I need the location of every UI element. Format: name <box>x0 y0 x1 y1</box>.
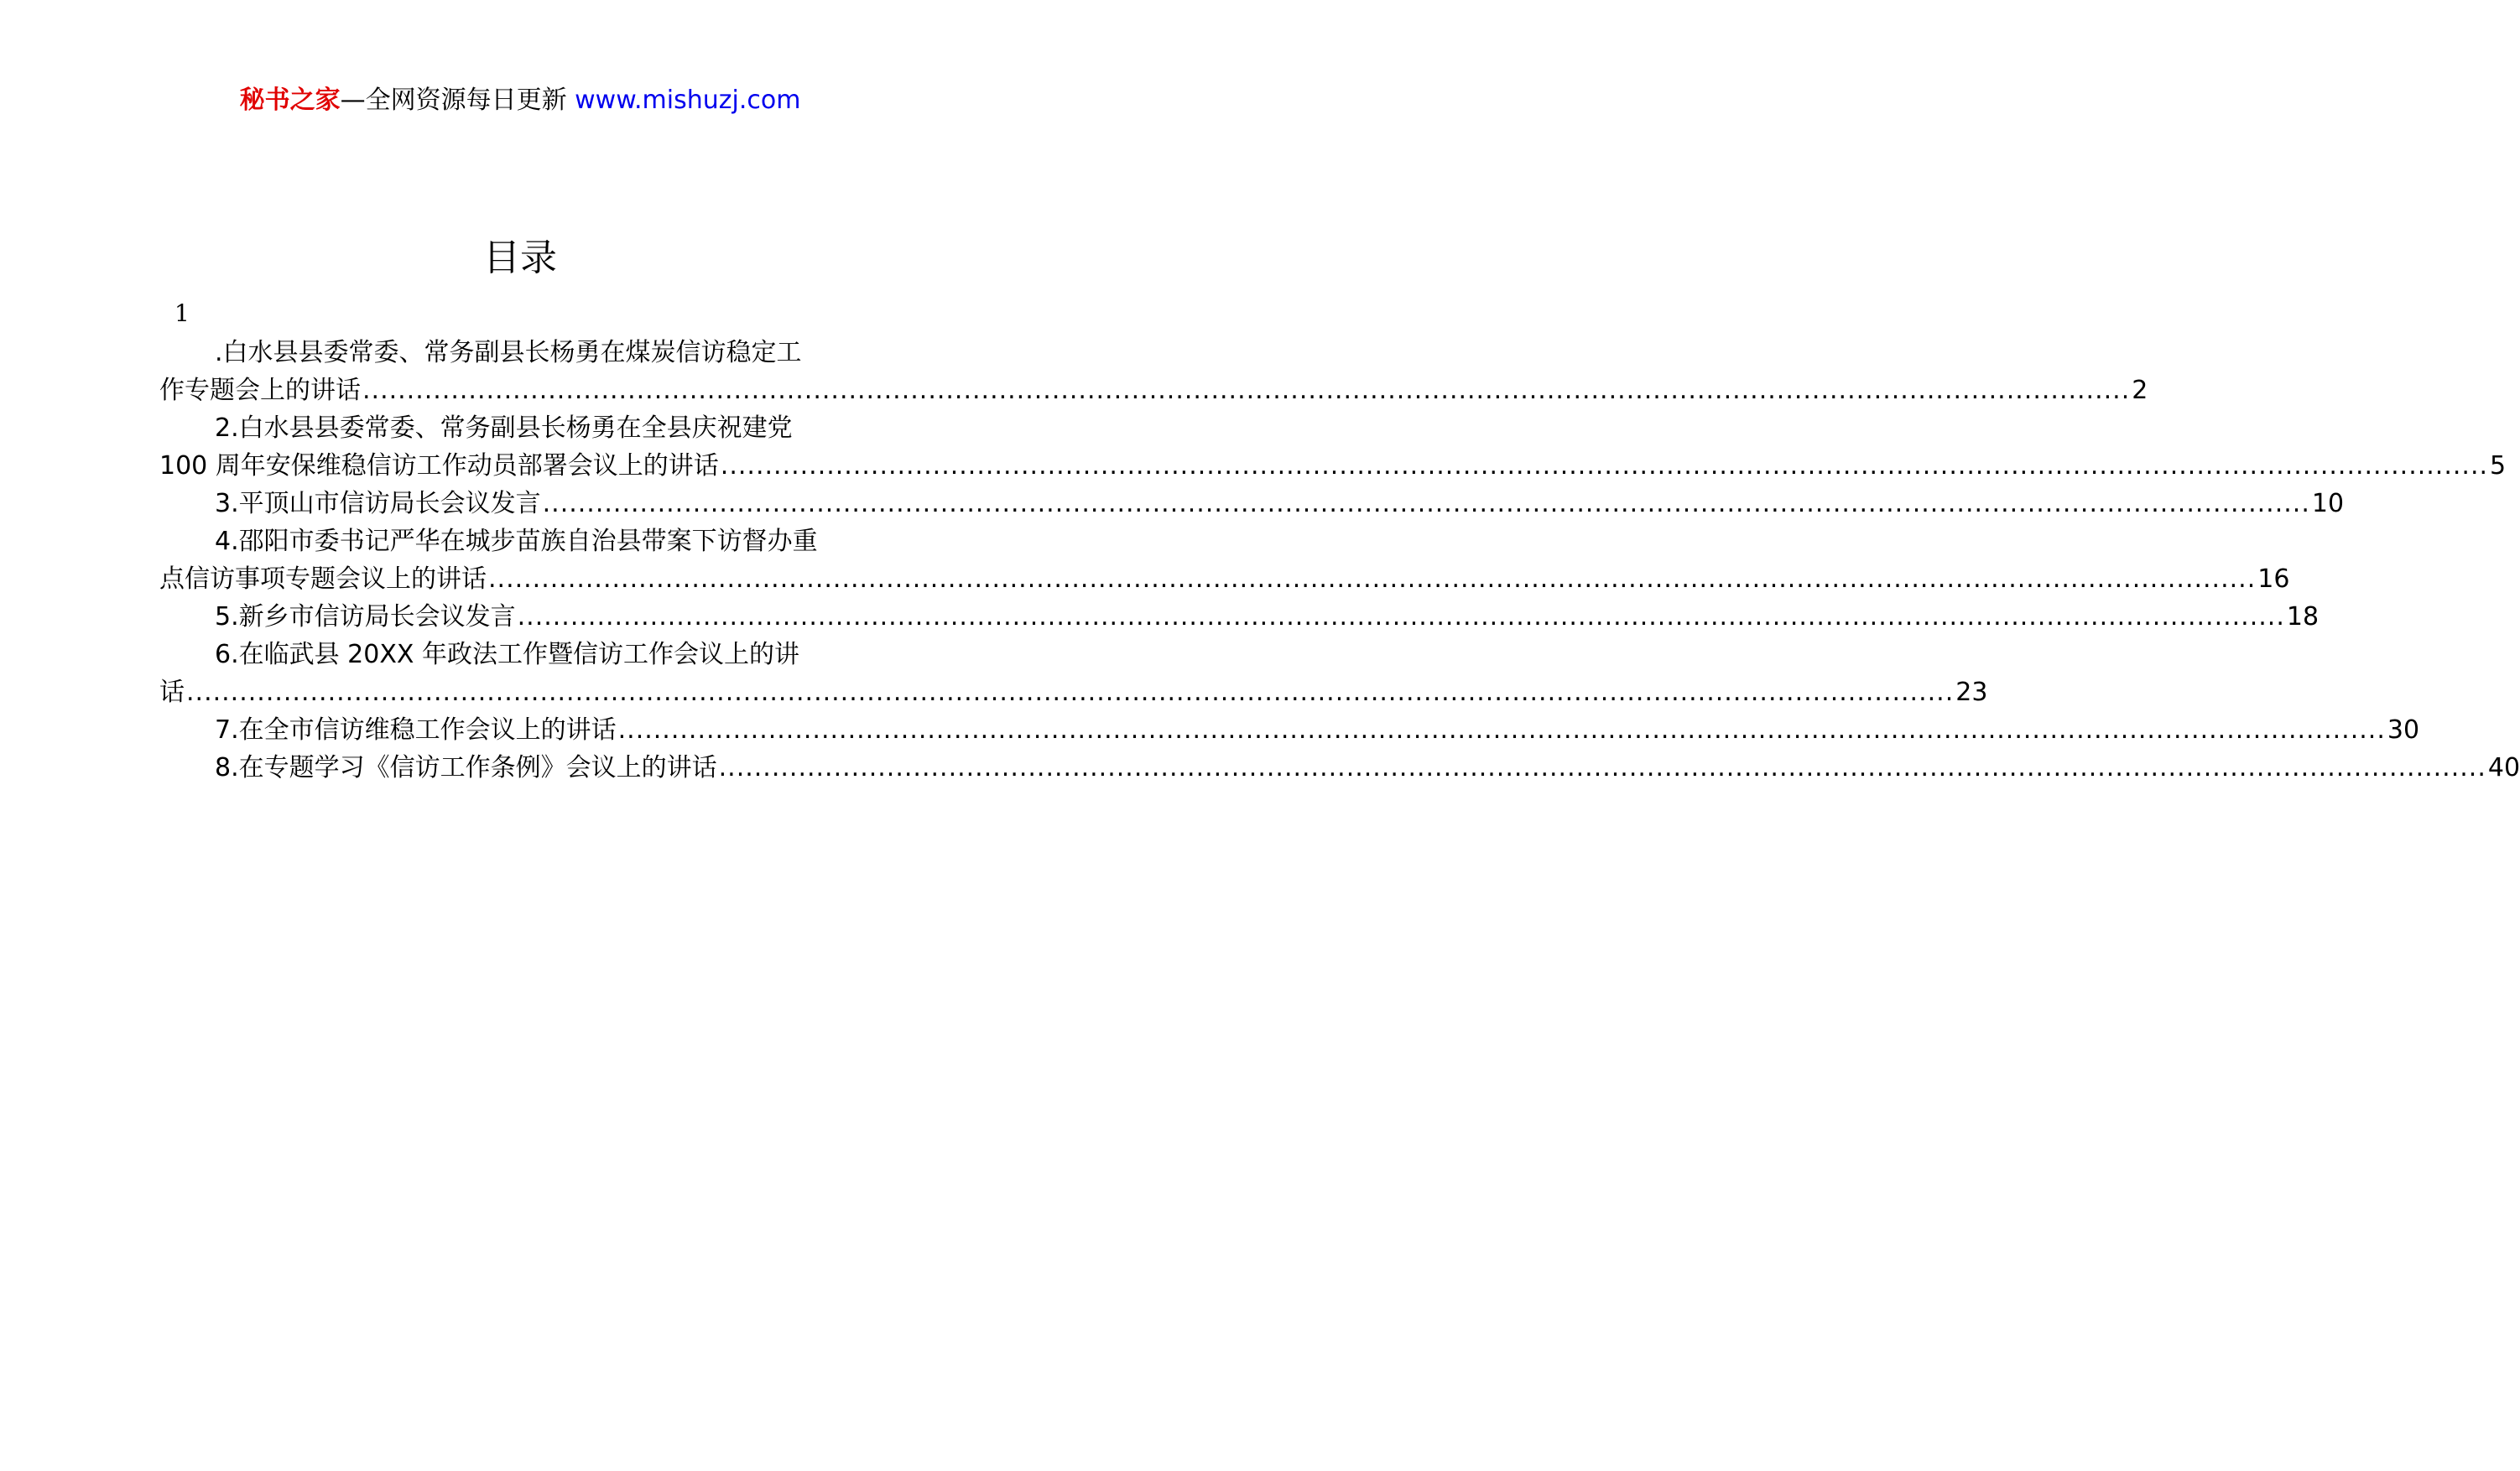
toc-entry-5[interactable] <box>159 598 2320 636</box>
dot-leader: ........................................................................................................................................................................................................ <box>488 564 2257 594</box>
toc-page-number: 30 <box>2387 715 2420 745</box>
toc-page-number: 5 <box>2490 451 2507 481</box>
toc-entry-title: .白水县县委常委、常务副县长杨勇在煤炭信访稳定工 <box>215 338 802 367</box>
dot-leader: ........................................................................................................................................................................................................ <box>517 602 2285 632</box>
toc-page-number: 18 <box>2286 602 2320 632</box>
toc-entry-1[interactable] <box>159 334 2148 409</box>
dot-leader: ........................................................................................................................................................................................................ <box>720 451 2489 481</box>
toc-page-number: 2 <box>2132 376 2148 405</box>
toc-entry-title: 7.在全市信访维稳工作会议上的讲话 <box>215 715 617 745</box>
toc-entry-title: 6.在临武县 20XX 年政法工作暨信访工作会议上的讲 <box>215 640 799 669</box>
brand-name: 秘书之家 <box>239 86 341 115</box>
toc-entry-4[interactable] <box>159 522 2290 598</box>
page-header <box>0 84 1040 117</box>
toc-entry-title: 3.平顶山市信访局长会议发言 <box>215 489 541 518</box>
toc-page-number: 23 <box>1955 678 1988 707</box>
toc-page-number: 40 <box>2487 753 2520 782</box>
toc-entry-6[interactable] <box>159 636 1988 711</box>
toc-entry-title-cont: 话 <box>159 678 185 707</box>
dot-leader: ........................................................................................................................................................................................................ <box>718 753 2486 782</box>
table-of-contents <box>159 334 2520 787</box>
dot-leader: ........................................................................................................................................................................................................ <box>186 678 1955 707</box>
toc-entry-7[interactable] <box>159 711 2420 749</box>
toc-entry-3[interactable] <box>159 485 2345 522</box>
toc-entry-title: 2.白水县县委常委、常务副县长杨勇在全县庆祝建党 <box>215 413 793 443</box>
toc-page-number: 10 <box>2311 489 2345 518</box>
toc-entry-2[interactable] <box>159 409 2507 485</box>
site-link[interactable]: www.mishuzj.com <box>575 86 801 115</box>
toc-entry-title-cont: 100 周年安保维稳信访工作动员部署会议上的讲话 <box>159 451 719 481</box>
toc-entry-title-cont: 点信访事项专题会议上的讲话 <box>159 564 487 594</box>
dot-leader: ........................................................................................................................................................................................................ <box>617 715 2386 745</box>
toc-entry-8[interactable] <box>159 749 2520 787</box>
stray-number: 1 <box>174 299 190 327</box>
header-slogan: —全网资源每日更新 <box>340 86 575 115</box>
toc-entry-title: 5.新乡市信访局长会议发言 <box>215 602 516 632</box>
toc-entry-title: 4.邵阳市委书记严华在城步苗族自治县带案下访督办重 <box>215 527 818 556</box>
dot-leader: ........................................................................................................................................................................................................ <box>542 489 2310 518</box>
dot-leader: ........................................................................................................................................................................................................ <box>362 376 2131 405</box>
page-title: 目录 <box>483 237 557 279</box>
toc-page-number: 16 <box>2257 564 2290 594</box>
toc-entry-title-cont: 作专题会上的讲话 <box>159 376 361 405</box>
toc-entry-title: 8.在专题学习《信访工作条例》会议上的讲话 <box>215 753 717 782</box>
